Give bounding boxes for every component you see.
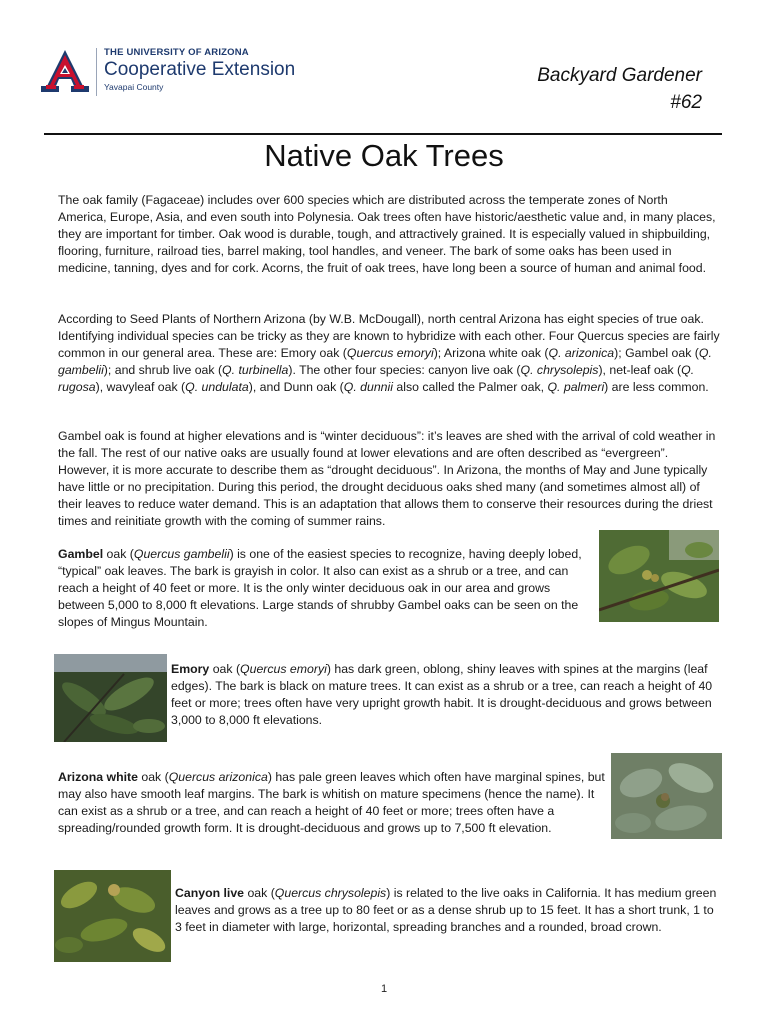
university-logo-icon: [38, 48, 92, 94]
text-run: According to Seed Plants of Northern Arizona (by W.B. McDougall), north central Arizona has eight species of true oak. Identifying individual species can be tricky as they are known to hybridize with each other. Four Quercus species are fairly common in our general area. These are: Emory oak (: [58, 312, 720, 360]
species-name: Canyon live: [175, 886, 245, 900]
text-run: oak (: [209, 662, 241, 676]
gambel-oak-photo: [599, 530, 719, 622]
text-run: also called the Palmer oak,: [392, 380, 548, 394]
species-description: ) has pale green leaves which often have marginal spines, but may also have smooth leaf margins. The bark is whitish on mature specimens (hence the name). It can exist as a shrub or a tree, and can reach a height of 40 feet or more; trees often have a spreading/rounded growth form. It is drought-deciduous and grows up to 7,500 ft elevation.: [58, 770, 605, 835]
department-name: Cooperative Extension: [104, 59, 296, 80]
canyon-live-oak-photo: [54, 870, 171, 962]
paragraph-intro: The oak family (Fagaceae) includes over 600 species which are distributed across the temperate zones of North America, Europe, Asia, and even south into Polynesia. Oak trees often have historic/aesthetic value and, in many places, they are important for timber. Oak wood is durable, tough, and attractively grained. It is especially valued in shipbuilding, flooring, furniture, railroad ties, barrel making, tool handles, and veneer. The bark of some oaks has been used in medicine, tanning, dyes and for cork. Acorns, the fruit of oak trees, have long been a source of human and animal food.: [58, 193, 716, 275]
text-run: ), net-leaf oak (: [598, 363, 682, 377]
text-run: ); Gambel oak (: [614, 346, 699, 360]
page-number: 1: [380, 983, 388, 995]
latin-name: Q. chrysolepis: [520, 363, 599, 377]
text-run: ), and Dunn oak (: [248, 380, 344, 394]
series-name: Backyard Gardener: [537, 65, 702, 86]
paragraph-deciduous: Gambel oak is found at higher elevations and is “winter deciduous”: it’s leaves are shed with the arrival of cold weather in the fall. The rest of our native oaks are usually found at lower elevations and are often described as “evergreen”. However, it is more accurate to describe them as “drought deciduous”. In Arizona, the months of May and June typically have little or no precipitation. During this period, the drought deciduous oaks shed many (and sometimes almost all) of their leaves to reduce water demand. This is an adaptation that allows them to conserve their resources during the driest times and reinitiate growth with the coming of summer rains.: [58, 429, 716, 528]
latin-name: Quercus gambelii: [133, 547, 230, 561]
header-rule: [44, 133, 722, 135]
emory-oak-photo: [54, 654, 167, 742]
species-emory: [171, 661, 721, 729]
text-run: ) are less common.: [604, 380, 709, 394]
university-name: THE UNIVERSITY OF ARIZONA: [104, 47, 249, 58]
arizona-white-oak-photo: [611, 753, 722, 839]
series-number: #62: [670, 92, 702, 113]
text-run: oak (: [244, 886, 275, 900]
latin-name: Q. turbinella: [222, 363, 289, 377]
paragraph-species-overview: [58, 311, 720, 396]
species-name: Emory: [171, 662, 210, 676]
text-run: oak (: [103, 547, 134, 561]
latin-name: Quercus chrysolepis: [274, 886, 387, 900]
species-description: ) has dark green, oblong, shiny leaves with spines at the margins (leaf edges). The bark is black on mature trees. It can exist as a shrub or a tree, can reach a height of 40 feet or more; trees often have very upright growth habit. It is drought-deciduous and grows between 3,000 to 8,000 ft elevations.: [171, 662, 713, 727]
latin-name: Q. dunnii: [343, 380, 393, 394]
species-arizona-white: [58, 769, 610, 837]
species-canyon-live: [175, 885, 717, 936]
species-description: ) is one of the easiest species to recognize, having deeply lobed, “typical” oak leaves. The bark is grayish in color. It also can exist as a shrub or a tree, and can reach a height of 40 feet or more. It is the only winter deciduous oak in our area and grows between 5,000 to 8,000 ft elevations. Large stands of shrubby Gambel oaks can be seen on the slopes of Mingus Mountain.: [58, 547, 582, 629]
text-run: oak (: [137, 770, 169, 784]
logo-wordmark: [104, 47, 295, 93]
logo-divider: [96, 48, 97, 96]
latin-name: Q. undulata: [185, 380, 249, 394]
page-title: Native Oak Trees: [264, 138, 504, 173]
species-name: Gambel: [58, 547, 104, 561]
latin-name: Q. gambelii: [58, 346, 712, 377]
series-label: [537, 62, 702, 116]
county-name: Yavapai County: [104, 82, 164, 92]
latin-name: Quercus arizonica: [168, 770, 268, 784]
latin-name: Quercus emoryi: [346, 346, 434, 360]
species-gambel: [58, 546, 596, 631]
text-run: ). The other four species: canyon live oak (: [288, 363, 521, 377]
species-description: ) is related to the live oaks in California. It has medium green leaves and grows as a tree up to 80 feet or as a dense shrub up to 15 feet. It has a short trunk, 1 to 3 feet in diameter with large, horizontal, spreading branches and a rounded, broad crown.: [175, 886, 717, 934]
text-run: ); and shrub live oak (: [103, 363, 223, 377]
latin-name: Q. arizonica: [548, 346, 615, 360]
text-run: ), wavyleaf oak (: [95, 380, 186, 394]
latin-name: Q. palmeri: [547, 380, 605, 394]
species-name: Arizona white: [58, 770, 138, 784]
text-run: ); Arizona white oak (: [433, 346, 549, 360]
latin-name: Q. rugosa: [58, 363, 695, 394]
latin-name: Quercus emoryi: [240, 662, 327, 676]
